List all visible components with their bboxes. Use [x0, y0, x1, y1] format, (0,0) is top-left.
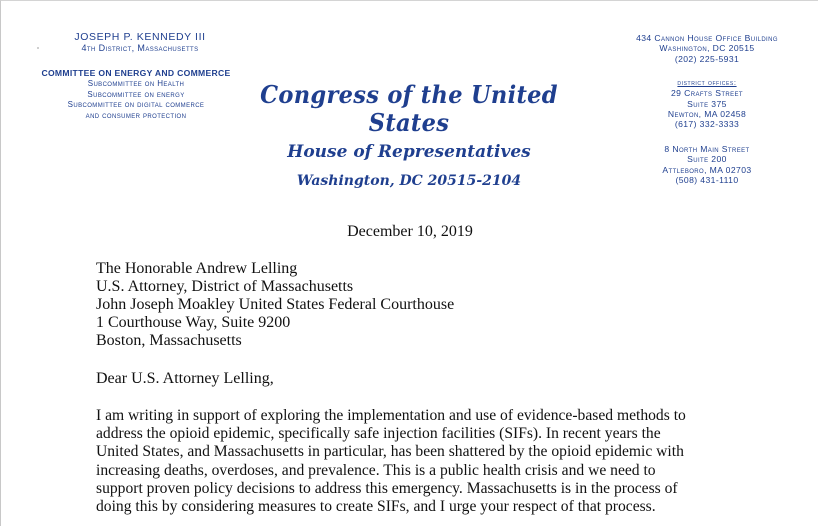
subcommittee-line: Subcommittee on Health [87, 79, 185, 88]
paragraph-line: United States, and Massachusetts in particular, has been shattered by the opioid epidemic with [96, 443, 684, 461]
body-paragraph [96, 407, 796, 516]
washington-line: Washington, DC 20515-2104 [296, 173, 522, 189]
paragraph-line: address the opioid epidemic, specifically safe injection facilities (SIFs). In recent years the [96, 425, 661, 443]
subcommittee-line: and consumer protection [85, 110, 187, 120]
district-offices-label: district offices: [677, 78, 737, 88]
office1-line: (617) 332-3333 [674, 119, 740, 130]
address-line: Boston, Massachusetts [96, 332, 242, 349]
letterhead-right [609, 33, 805, 185]
subcommittee-line: Subcommittee on digital commerce [67, 100, 205, 109]
recipient-address [96, 260, 776, 350]
congress-title: Congress of the United States [260, 80, 558, 137]
office2-line: (508) 431-1110 [675, 175, 739, 186]
committee-name: COMMITTEE ON ENERGY AND COMMERCE [41, 68, 231, 78]
paragraph-line: increasing deaths, overdoses, and prevalence. This is a public health crisis and we need to [96, 461, 656, 479]
office1-line: Suite 375 [687, 98, 727, 109]
letter-date: December 10, 2019 [347, 223, 473, 240]
office2-line: Suite 200 [687, 154, 727, 165]
letterhead-left [21, 31, 251, 121]
house-title: House of Representatives [287, 142, 531, 162]
paragraph-line: support proven policy decisions to address this emergency. Massachusetts is in the process of [96, 479, 678, 497]
address-line: 1 Courthouse Way, Suite 9200 [96, 314, 291, 331]
address-line: U.S. Attorney, District of Massachusetts [96, 278, 354, 295]
office2-line: Attleboro, MA 02703 [662, 164, 752, 175]
dc-office-line: Washington, DC 20515 [659, 43, 755, 54]
address-line: John Joseph Moakley United States Federal Courthouse [96, 296, 455, 313]
office1-line: 29 Crafts Street [670, 88, 743, 99]
office1-line: Newton, MA 02458 [667, 109, 747, 120]
district-line: 4th District, Massachusetts [81, 43, 199, 53]
office2-line: 8 North Main Street [664, 143, 750, 154]
representative-name: JOSEPH P. KENNEDY III [74, 31, 206, 43]
letterhead-center [241, 81, 577, 191]
paragraph-line: doing this by considering measures to create SIFs, and I urge your respect of that process. [96, 498, 656, 516]
paragraph-line: I am writing in support of exploring the implementation and use of evidence-based methods to [96, 407, 686, 424]
dc-office-line: 434 Cannon House Office Building [636, 33, 778, 43]
subcommittee-line: Subcommittee on energy [87, 89, 185, 99]
address-line: The Honorable Andrew Lelling [96, 260, 298, 277]
salutation: Dear U.S. Attorney Lelling, [96, 370, 274, 387]
dc-office-line: (202) 225-5931 [674, 53, 740, 64]
